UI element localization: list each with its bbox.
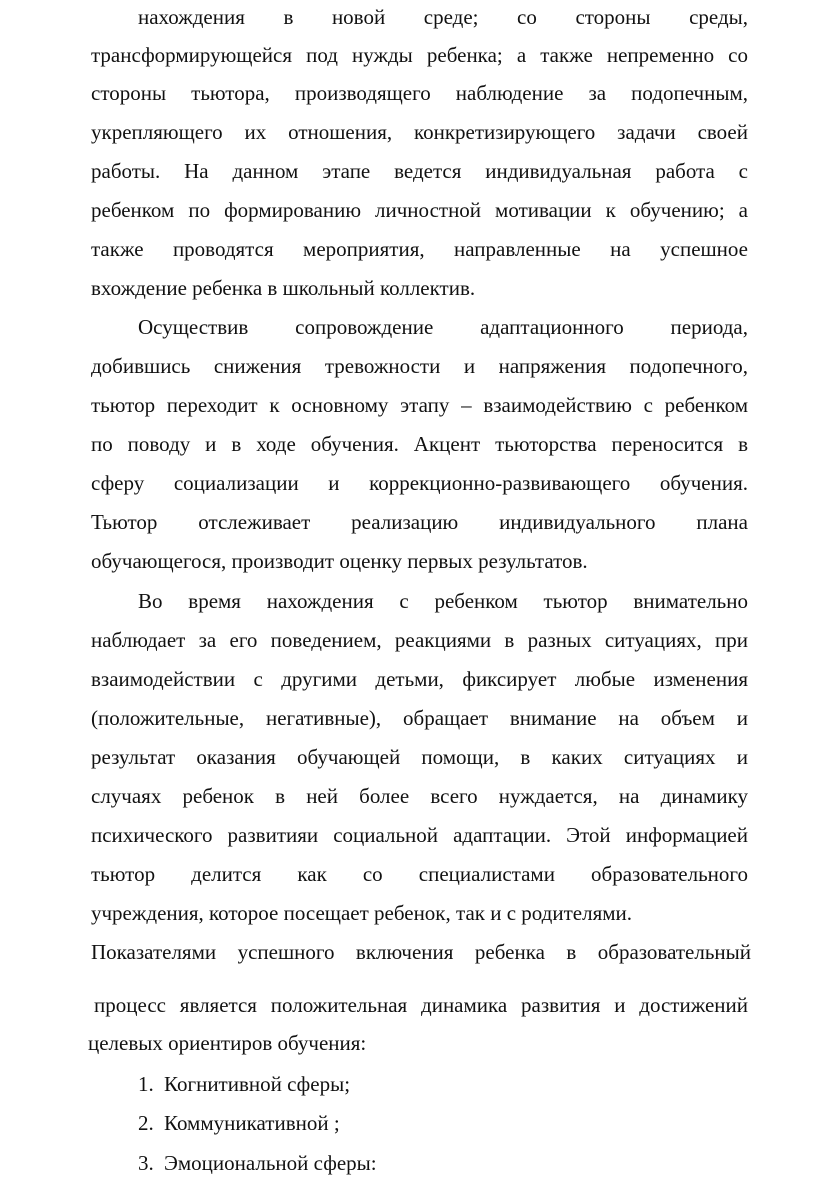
list-item [138, 1148, 377, 1178]
text-line: работы. На данном этапе ведется индивидуальная работа с [91, 159, 748, 183]
text-line: укрепляющего их отношения, конкретизирующего задачи своей [91, 120, 748, 144]
text-line: тьютор делится как со специалистами образовательного [91, 862, 748, 886]
list-text: Эмоциональной сферы: [164, 1151, 377, 1175]
text-line: Тьютор отслеживает реализацию индивидуального плана [91, 510, 748, 534]
text-line: обучающегося, производит оценку первых результатов. [91, 549, 588, 573]
list-number: 2. [138, 1111, 154, 1135]
text-line: Показателями успешного включения ребенка в образовательный [91, 940, 751, 964]
text-line: нахождения в новой среде; со стороны среды, [138, 5, 748, 29]
list-item [138, 1108, 340, 1138]
text-line: вхождение ребенка в школьный коллектив. [91, 276, 476, 300]
text-line: (положительные, негативные), обращает внимание на объем и [91, 706, 748, 730]
list-number: 1. [138, 1072, 154, 1096]
text-line: процесс является положительная динамика развития и достижений [94, 993, 748, 1017]
text-line: учреждения, которое посещает ребенок, так и с родителями. [91, 901, 633, 925]
text-line: взаимодействии с другими детьми, фиксирует любые изменения [91, 667, 748, 691]
text-line: сферу социализации и коррекционно-развивающего обучения. [91, 471, 748, 495]
text-line: трансформирующейся под нужды ребенка; а также непременно со [91, 43, 748, 67]
text-line: добившись снижения тревожности и напряжения подопечного, [91, 354, 748, 378]
text-line: тьютор переходит к основному этапу – взаимодействию с ребенком [91, 393, 748, 417]
list-text: Когнитивной сферы; [164, 1072, 351, 1096]
text-line: также проводятся мероприятия, направленные на успешное [91, 237, 748, 261]
text-line: ребенком по формированию личностной мотивации к обучению; а [91, 198, 748, 222]
text-line: случаях ребенок в ней более всего нуждается, на динамику [91, 784, 748, 808]
text-line: результат оказания обучающей помощи, в каких ситуациях и [91, 745, 748, 769]
list-item [138, 1069, 350, 1099]
text-line: целевых ориентиров обучения: [88, 1031, 367, 1055]
text-line: психического развитияи социальной адаптации. Этой информацией [91, 823, 748, 847]
text-line: Осуществив сопровождение адаптационного периода, [138, 315, 748, 339]
text-line: стороны тьютора, производящего наблюдение за подопечным, [91, 81, 748, 105]
text-line: Во время нахождения с ребенком тьютор внимательно [138, 589, 748, 613]
list-text: Коммуникативной ; [164, 1111, 340, 1135]
list-number: 3. [138, 1151, 154, 1175]
text-line: по поводу и в ходе обучения. Акцент тьюторства переносится в [91, 432, 748, 456]
text-line: наблюдает за его поведением, реакциями в разных ситуациях, при [91, 628, 748, 652]
